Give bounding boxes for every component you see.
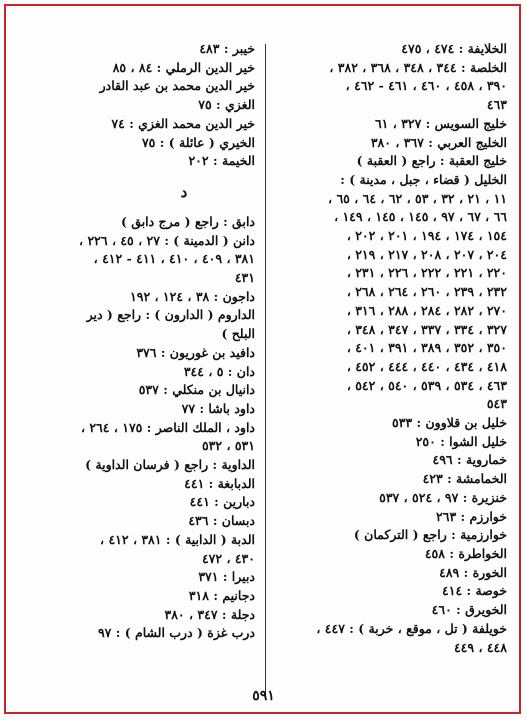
index-entry-line: ٤٣١ <box>234 270 255 286</box>
index-entry-line: خيبر : ٤٨٣ <box>199 41 255 56</box>
index-entry-line: دان : ٥ ، ٣٤٤ <box>183 363 255 379</box>
index-entry-line: خويلفة ( تل ، موقع ، خربة ) : ٤٤٧ ، <box>316 620 507 636</box>
index-entry-line: ٤١٨ ، ٤٣٤ ، ٤٤٠ ، ٤٤٤ ، ٤٥٢ ، <box>346 358 507 374</box>
index-entry-line: خير الدين محمد بن عبد القادر <box>99 78 255 94</box>
index-entry-line: ٤٦٣ ، ٥٣٤ ، ٥٣٩ ، ٥٤٠ ، ٥٤٢ ، <box>346 377 507 393</box>
index-entry-line: درب غزة ( درب الشام ) : ٩٧ <box>97 625 255 641</box>
index-entry-line: الدبة ( الدابية ) : ٣٨١ ، ٤١٢ ، <box>100 531 255 547</box>
section-letter-heading: د <box>180 182 188 201</box>
index-entry-line: دبيرا : ٣٧١ <box>198 569 255 585</box>
index-entry-line: ١١ ، ٢١ ، ٣٢ ، ٥٣ ، ٦٢ ، ٦٤ ، ٦٥ ، <box>328 190 507 206</box>
index-entry-line: ٥٣١ ، ٥٣٢ <box>201 438 255 454</box>
index-entry-line: خوصة : ٤١٤ <box>442 583 507 599</box>
index-entry-line: الخيمة : ٢٠٢ <box>188 153 255 169</box>
index-entry-line: ٦٦ ، ٦٧ ، ٩٧ ، ١٤٥ ، ١٤٥ ، ١٤٩ ، <box>334 209 507 225</box>
index-entry-line: خليج العقبة : راجع ( العقبة ) <box>356 153 507 169</box>
index-entry-line: خير الدين محمد الغزي : ٧٤ <box>111 115 255 131</box>
index-entry-line: دانيال بن منكلي : ٥٣٧ <box>138 382 255 398</box>
index-entry-line: دافيد بن غوريون : ٣٧٦ <box>136 344 255 360</box>
index-entry-line: خوارزمية : راجع ( التركمان ) <box>353 527 507 543</box>
index-entry-line: الخيري ( عائلة ) : ٧٥ <box>141 134 255 150</box>
index-entry-line: خليل الشوا : ٢٥٠ <box>415 433 507 449</box>
index-entry-line: داجون : ٣٨ ، ١٢٤ ، ١٩٢ <box>130 288 255 304</box>
index-entry-line: خليل بن قلاوون : ٥٣٣ <box>392 415 507 431</box>
index-entry-line: دجانيم : ٣١٨ <box>188 587 255 603</box>
index-entry-line: دجلة : ٣٤٧ ، ٣٨٠ <box>164 606 255 622</box>
index-entry-line: ٥٤٣ <box>486 396 507 412</box>
index-entry-line: دبارين : ٤٤١ <box>189 494 255 510</box>
index-entry-line: داود ، الملك الناصر : ١٧٥ ، ٢٦٤ ، <box>80 419 255 435</box>
index-entry-line: ٣٩٠ ، ٤٥٨ ، ٤٦٠ ، ٤٦١ - ٤٦٢ ، <box>345 78 507 94</box>
index-entry-line: ٢٢٠ ، ٢٢١ ، ٢٢٢ ، ٢٢٦ ، ٢٣١ ، <box>346 265 507 281</box>
index-entry-line: الخلايفة : ٤٧٤ ، ٤٧٥ <box>401 41 507 56</box>
index-entries-dal <box>23 213 255 643</box>
index-column-right <box>273 40 507 657</box>
index-entry-line: الخلصة : ٣٤٤ ، ٣٤٨ ، ٣٦٨ ، ٣٨٢ ، <box>329 59 507 75</box>
index-entry-line: الخواطرة : ٤٥٨ <box>424 545 507 561</box>
index-entry-line: دابق : راجع ( مرج دابق ) <box>121 213 255 229</box>
index-entry-line: ٤٦٣ <box>486 97 507 113</box>
index-entry-line: داود باشا : ٧٧ <box>181 400 255 416</box>
index-entry-line: ٢٧٠ ، ٢٨٢ ، ٢٨٤ ، ٢٨٨ ، ٣١٦ ، <box>346 302 507 318</box>
index-entry-line: الخمامشة : ٤٢٣ <box>422 471 507 487</box>
index-entry-line: ٤٤٨ ، ٤٤٩ <box>453 639 507 655</box>
index-entry-line: ٣٥٠ ، ٣٥٢ ، ٣٨٩ ، ٣٩١ ، ٤٠١ ، <box>346 340 507 356</box>
index-entry-line: دبسان : ٤٣٦ <box>188 513 255 529</box>
index-entry-line: الداوية : راجع ( فرسان الداوية ) <box>85 457 255 473</box>
index-entry-line: ٢٠٤ ، ٢٠٧ ، ٢٠٨ ، ٢١٧ ، ٢١٩ ، <box>346 246 507 262</box>
index-entries-kha <box>23 40 255 171</box>
index-column-left <box>23 40 255 643</box>
index-entry-line: ١٥٤ ، ١٧٤ ، ١٩٤ ، ٢٠١ ، ٢٠٢ ، <box>346 228 507 244</box>
index-entry-line: الخويرق : ٤٦٠ <box>431 602 507 618</box>
index-entry-line: خير الدين الرملي : ٨٤ ، ٨٥ <box>112 59 255 75</box>
column-divider <box>265 44 266 696</box>
index-entry-line: البلح ) <box>221 326 255 342</box>
index-entry-line: الدبابغة : ٤٤١ <box>184 475 255 491</box>
index-entry-line: ٢٣٢ ، ٢٣٩ ، ٢٦٠ ، ٢٦٤ ، ٢٦٨ ، <box>346 284 507 300</box>
index-entry-line: الخورة : ٤٨٩ <box>439 564 507 580</box>
index-entry-line: الخليل ( قضاء ، جبل ، مدينة ) : <box>340 171 507 187</box>
index-entry-line: ٤٣٠ ، ٤٧٢ <box>201 550 255 566</box>
index-entry-line: ٣٢٧ ، ٣٣٤ ، ٣٣٧ ، ٣٤٧ ، ٣٤٨ ، <box>346 321 507 337</box>
index-entry-line: خنزيرة : ٩٧ ، ٥٢٤ ، ٥٣٧ <box>379 489 507 505</box>
index-entry-line: خوارزم : ٢٦٣ <box>436 508 507 524</box>
page-number: ٥٩١ <box>252 688 275 704</box>
index-entry-line: الداروم ( الدارون ) : راجع ( دير <box>86 307 255 323</box>
index-entry-line: ٣٨١ ، ٤٠٩ ، ٤١٠ ، ٤١١ - ٤١٢ ، <box>93 251 255 267</box>
index-entry-line: خماروية : ٤٩٦ <box>432 452 507 468</box>
index-entry-line: خليج السويس : ٣٢٧ ، ٦١ <box>374 115 507 131</box>
index-entry-line: الغزي : ٧٥ <box>198 97 255 113</box>
index-entry-line: دانن ( الدمينة ) : ٢٧ ، ٤٥ ، ٢٢٦ ، <box>79 232 255 248</box>
index-entry-line: الخليج العربي : ٣٦٧ ، ٣٨٠ <box>370 134 507 150</box>
